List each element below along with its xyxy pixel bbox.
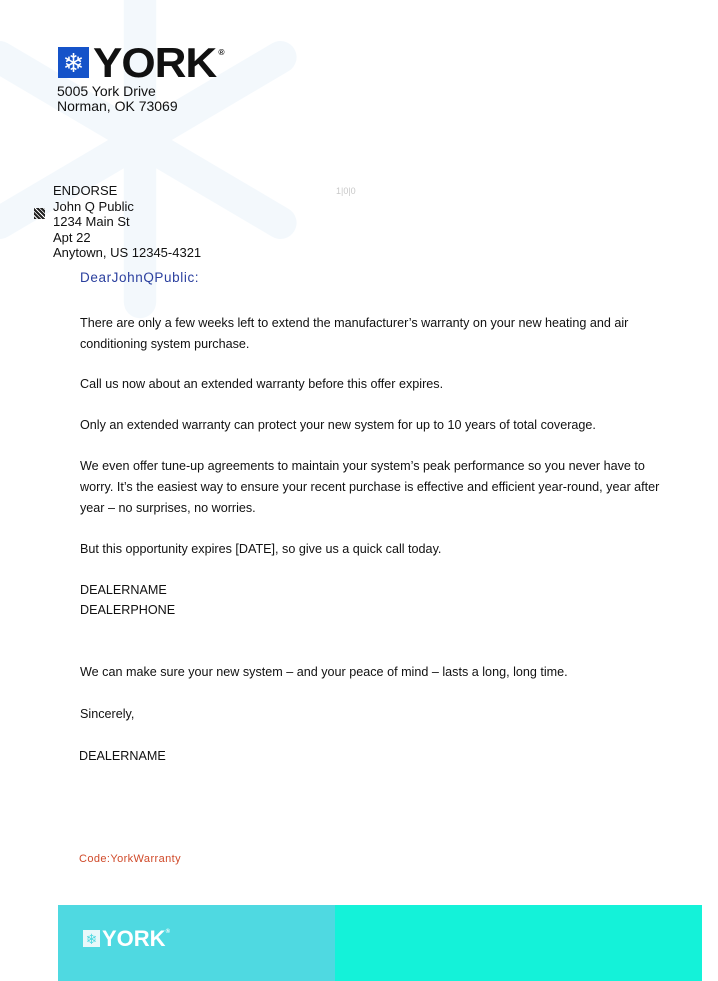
greeting: DearJohnQPublic: [80,270,200,285]
barcode-icon [34,208,45,219]
endorse-line: ENDORSE [53,183,118,198]
footer-banner [58,905,702,981]
sender-address-line1: 5005 York Drive [57,83,156,99]
paragraph-2: Call us now about an extended warranty before this offer expires. [80,377,444,391]
recipient-city-state-zip: Anytown, US 12345-4321 [53,245,202,260]
recipient-name: John Q Public [53,198,134,214]
sequence-code: 1|0|0 [336,186,356,196]
footer-right-panel [335,905,702,981]
dealer-name: DEALERNAME [80,583,167,597]
footer-left-panel [58,905,335,981]
paragraph-5: But this opportunity expires [DATE], so give us a quick call today. [80,542,442,556]
dealer-phone: DEALERPHONE [80,603,176,617]
paragraph-1: There are only a few weeks left to extend the manufacturer’s warranty on your new heating and air conditioning system purchase. [80,316,629,351]
brand-wordmark: YORK ® [93,39,224,86]
recipient-street: 1234 Main St [53,214,130,229]
closing-paragraph: We can make sure your new system – and your peace of mind – lasts a long, long time. [80,665,568,679]
campaign-code: Code:YorkWarranty [79,853,181,865]
snowflake-icon: ❄ [58,47,89,78]
signoff: Sincerely, [80,707,135,721]
recipient-address [53,183,201,261]
paragraph-4: We even offer tune-up agreements to maintain your system’s peak performance so you never have to worry. It’s the easiest way to ensure your recent purchase is effective and efficient year-round, year after year – no surprises, no worries. [80,459,660,515]
sender-address-line2: Norman, OK 73069 [57,98,178,114]
york-logo [58,39,224,86]
recipient-unit: Apt 22 [53,229,91,245]
paragraph-3: Only an extended warranty can protect your new system for up to 10 years of total coverage. [80,418,596,432]
footer-brand-wordmark: YORK® [102,926,170,951]
snowflake-icon: ❄ [83,930,100,947]
sender-address [57,84,178,114]
footer-york-logo [83,926,170,951]
signature: DEALERNAME [79,749,166,763]
